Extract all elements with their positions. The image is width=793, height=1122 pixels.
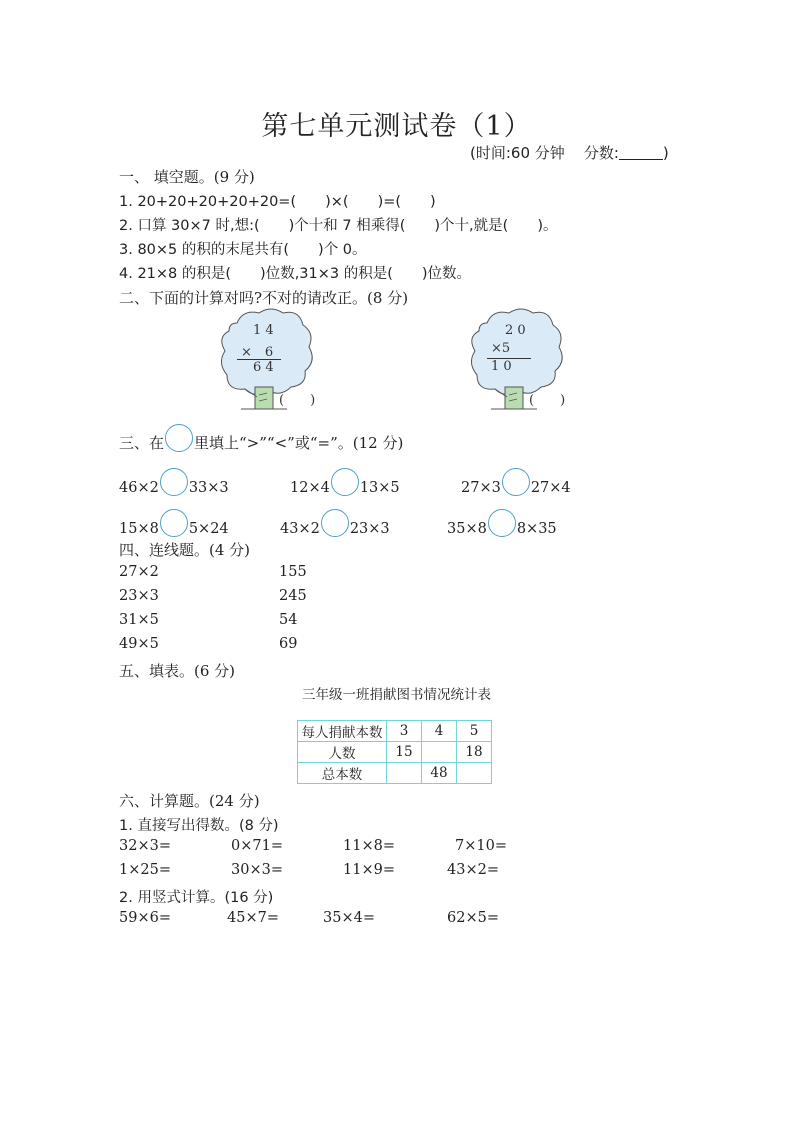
table-row: 每人捐献本数 3 4 5 — [298, 721, 492, 742]
compare-1-3: 27×3 27×4 — [461, 468, 571, 496]
match-left-3[interactable]: 31×5 — [119, 612, 159, 628]
compare-2-1: 15×8 5×24 — [119, 509, 229, 537]
calc-item: 32×3= — [119, 838, 171, 854]
table-row: 人数 15 18 — [298, 742, 492, 763]
compare-2-3: 35×8 8×35 — [447, 509, 557, 537]
match-left-2[interactable]: 23×3 — [119, 588, 159, 604]
match-right-4[interactable]: 69 — [279, 636, 298, 652]
tree1-mult: × 6 — [241, 345, 274, 360]
section6-sub2-heading: 2. 用竖式计算。(16 分) — [119, 890, 274, 906]
tree-problem-2 — [465, 305, 575, 415]
table-row: 总本数 48 — [298, 763, 492, 784]
section3-heading-after: 里填上“>”“<”或“=”。(12 分) — [194, 434, 404, 452]
section5-heading: 五、填表。(6 分) — [119, 662, 236, 680]
section2-heading: 二、下面的计算对吗?不对的请改正。(8 分) — [119, 289, 409, 307]
calc-item: 30×3= — [231, 862, 283, 878]
calc-item: 43×2= — [447, 862, 499, 878]
calc-item: 62×5= — [447, 910, 499, 926]
calc-item: 7×10= — [455, 838, 507, 854]
score-close: ) — [662, 144, 669, 162]
compare-circle[interactable] — [160, 468, 188, 496]
score-label: 分数: — [583, 144, 619, 162]
question-1-1: 1. 20+20+20+20+20=( )×( )=( ) — [119, 194, 436, 210]
section1-heading: 一、 填空题。(9 分) — [119, 168, 255, 186]
question-1-2: 2. 口算 30×7 时,想:( )个十和 7 相乘得( )个十,就是( )。 — [119, 218, 558, 234]
calc-item: 59×6= — [119, 910, 171, 926]
tree2-answer[interactable]: ( ) — [529, 393, 566, 408]
circle-icon — [165, 424, 193, 452]
calc-item: 35×4= — [323, 910, 375, 926]
compare-circle[interactable] — [488, 509, 516, 537]
calc-item: 45×7= — [227, 910, 279, 926]
compare-2-2: 43×2 23×3 — [280, 509, 390, 537]
section3-heading-before: 三、在 — [119, 434, 165, 452]
page-title: 第七单元测试卷（1） — [261, 111, 532, 142]
match-left-1[interactable]: 27×2 — [119, 564, 159, 580]
compare-circle[interactable] — [321, 509, 349, 537]
time-label: (时间:60 分钟 — [470, 144, 565, 162]
match-right-1[interactable]: 155 — [279, 564, 307, 580]
tree1-result: 6 4 — [253, 360, 274, 375]
section4-heading: 四、连线题。(4 分) — [119, 541, 251, 559]
match-left-4[interactable]: 49×5 — [119, 636, 159, 652]
table-title: 三年级一班捐献图书情况统计表 — [302, 687, 491, 703]
tree-problem-1 — [215, 305, 325, 415]
tree2-mult: ×5 — [491, 341, 511, 356]
section6-heading: 六、计算题。(24 分) — [119, 792, 260, 810]
compare-circle[interactable] — [160, 509, 188, 537]
tree2-top: 2 0 — [505, 323, 526, 338]
compare-circle[interactable] — [331, 468, 359, 496]
blank-cell[interactable] — [387, 763, 422, 784]
question-1-4: 4. 21×8 的积是( )位数,31×3 的积是( )位数。 — [119, 266, 472, 282]
score-blank[interactable] — [619, 145, 663, 160]
calc-item: 11×8= — [343, 838, 395, 854]
stat-table — [297, 720, 492, 784]
match-right-2[interactable]: 245 — [279, 588, 307, 604]
time-score-info — [470, 142, 669, 163]
compare-circle[interactable] — [502, 468, 530, 496]
match-right-3[interactable]: 54 — [279, 612, 298, 628]
calc-item: 11×9= — [343, 862, 395, 878]
section6-sub1-heading: 1. 直接写出得数。(8 分) — [119, 818, 279, 834]
tree1-answer[interactable]: ( ) — [279, 393, 316, 408]
tree1-top: 1 4 — [253, 323, 274, 338]
compare-1-2: 12×4 13×5 — [290, 468, 400, 496]
blank-cell[interactable] — [457, 763, 492, 784]
compare-1-1: 46×2 33×3 — [119, 468, 229, 496]
section3-heading — [119, 424, 403, 453]
blank-cell[interactable] — [422, 742, 457, 763]
calc-item: 1×25= — [119, 862, 171, 878]
question-1-3: 3. 80×5 的积的末尾共有( )个 0。 — [119, 242, 367, 258]
tree2-result: 1 0 — [491, 359, 512, 374]
calc-item: 0×71= — [231, 838, 283, 854]
